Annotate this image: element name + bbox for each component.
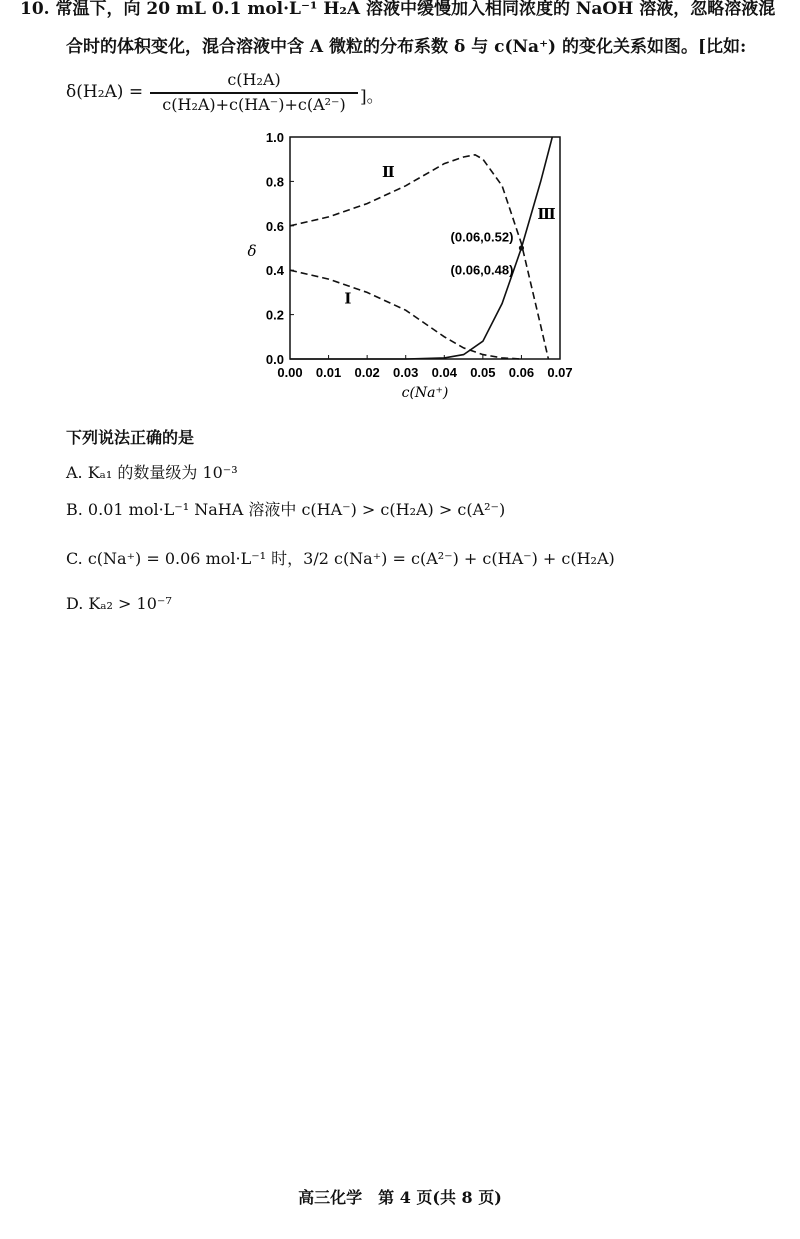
option-b: B. 0.01 mol·L⁻¹ NaHA 溶液中 c(HA⁻) > c(H₂A) > c(A²⁻)	[66, 500, 506, 519]
x-tick-label: 0.07	[547, 365, 573, 380]
series-label: Ⅰ	[344, 289, 352, 308]
x-tick-label: 0.01	[315, 365, 342, 380]
y-tick-label: 0.2	[265, 307, 284, 323]
series-line	[290, 137, 552, 359]
option-c: C. c(Na⁺) = 0.06 mol·L⁻¹ 时，3/2 c(Na⁺) = c(A²⁻) + c(HA⁻) + c(H₂A)	[66, 549, 615, 568]
series-line	[290, 270, 521, 359]
formula-numerator: c(H₂A)	[227, 70, 281, 89]
point-annotation: (0.06,0.48)	[450, 262, 514, 278]
x-tick-label: 0.06	[508, 365, 535, 380]
x-tick-label: 0.02	[354, 365, 380, 380]
question-line-1: 10. 常温下，向 20 mL 0.1 mol·L⁻¹ H₂A 溶液中缓慢加入相同浓度的 NaOH 溶液，忽略溶液混	[20, 0, 776, 19]
intersection-point	[519, 245, 524, 250]
y-tick-label: 1.0	[265, 130, 284, 145]
x-tick-label: 0.00	[277, 365, 303, 380]
question-line-2: 合时的体积变化，混合溶液中含 A 微粒的分布系数 δ 与 c(Na⁺) 的变化关系如图。[比如:	[66, 37, 747, 57]
y-tick-label: 0.6	[265, 218, 284, 234]
y-tick-label: 0.4	[265, 263, 284, 279]
distribution-chart	[225, 125, 595, 415]
y-tick-label: 0.0	[265, 352, 284, 367]
x-axis-label: c(Na⁺)	[401, 385, 449, 401]
y-axis-label: δ	[247, 242, 257, 260]
option-a: A. Kₐ₁ 的数量级为 10⁻³	[66, 463, 238, 482]
formula-lhs: δ(H₂A) =	[66, 82, 144, 102]
x-tick-label: 0.03	[393, 365, 419, 380]
x-tick-label: 0.04	[431, 365, 457, 380]
x-tick-label: 0.05	[470, 365, 496, 380]
question-prompt: 下列说法正确的是	[66, 428, 195, 447]
formula-tail: ]。	[360, 87, 384, 107]
fraction-bar	[150, 92, 358, 94]
series-line	[290, 155, 548, 359]
option-d: D. Kₐ₂ > 10⁻⁷	[66, 594, 172, 613]
point-annotation: (0.06,0.52)	[450, 229, 514, 245]
page-footer: 高三化学 第 4 页(共 8 页)	[298, 1188, 502, 1207]
series-label: Ⅲ	[537, 205, 556, 224]
series-label: Ⅱ	[382, 162, 395, 181]
y-tick-label: 0.8	[265, 174, 284, 190]
formula-denominator: c(H₂A)+c(HA⁻)+c(A²⁻)	[162, 95, 346, 114]
